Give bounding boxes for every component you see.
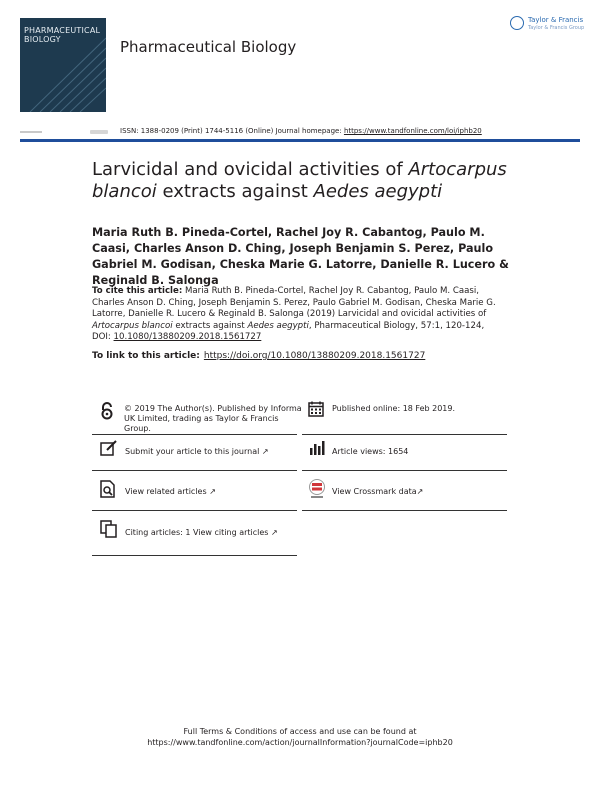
footer-line: Full Terms & Conditions of access and use can be found at bbox=[183, 727, 417, 736]
open-access-icon bbox=[100, 402, 114, 420]
publisher-logo-text: Taylor & Francis bbox=[528, 16, 584, 24]
divider bbox=[302, 434, 507, 435]
related-articles-icon bbox=[100, 480, 116, 498]
published-online-date: Published online: 18 Feb 2019. bbox=[332, 404, 456, 413]
divider bbox=[92, 470, 297, 471]
divider bbox=[302, 510, 507, 511]
footer-terms-url[interactable]: https://www.tandfonline.com/action/journalInformation?journalCode=iphb20 bbox=[147, 738, 453, 747]
publisher-logo-subtext: Taylor & Francis Group bbox=[528, 25, 585, 31]
issn-line bbox=[120, 127, 482, 135]
link-label: To link to this article: bbox=[92, 351, 200, 361]
external-link-icon: ↗ bbox=[271, 528, 278, 537]
link-to-article bbox=[92, 351, 425, 361]
citing-articles-icon bbox=[100, 520, 118, 538]
citation-block: To cite this article: Maria Ruth B. Pineda-Cortel, Rachel Joy R. Cabantog, Paulo M. Caasi, Charles Anson D. Ching, Joseph Benjamin S. Perez, Paulo Gabriel M. Godisan, Cheska Marie G. Latorre, Danielle R. Lucero & Reginald B. Salonga (2019) Larvicidal and ovicidal activities of Artocarpus blancoi extracts against Aedes aegypti, Pharmaceutical Biology, 57:1, 120-124, DOI: 10.1080/13880209.2018.1561727 bbox=[92, 286, 496, 342]
terms-footer bbox=[0, 726, 600, 748]
author-list: Maria Ruth B. Pineda-Cortel, Rachel Joy R. Cabantog, Paulo M. Caasi, Charles Anson D. Ching, Joseph Benjamin S. Perez, Paulo Gabriel M. Godisan, Cheska Marie G. Latorre, Danielle R. Lucero & Reginald B. Salonga bbox=[92, 226, 509, 287]
external-link-icon: ↗ bbox=[209, 487, 216, 496]
publisher-logo-icon bbox=[510, 16, 524, 30]
crossmark-link[interactable]: View Crossmark data↗ bbox=[332, 487, 424, 496]
bar-chart-icon bbox=[308, 440, 326, 456]
submit-article-icon bbox=[100, 440, 118, 456]
journal-homepage-link[interactable]: https://www.tandfonline.com/loi/iphb20 bbox=[343, 127, 482, 135]
issn-text: ISSN: 1388-0209 (Print) 1744-5116 (Online) Journal homepage: bbox=[120, 127, 344, 135]
doi-link[interactable]: 10.1080/13880209.2018.1561727 bbox=[113, 332, 262, 342]
divider bbox=[302, 470, 507, 471]
article-title: Larvicidal and ovicidal activities of Artocarpus blancoi extracts against Aedes aegypti bbox=[92, 159, 507, 202]
open-access-statement: © 2019 The Author(s). Published by Informa UK Limited, trading as Taylor & Francis Group. bbox=[124, 404, 302, 433]
article-doi-url[interactable]: https://doi.org/10.1080/13880209.2018.1561727 bbox=[203, 351, 426, 361]
external-link-icon: ↗ bbox=[261, 447, 269, 456]
article-views: Article views: 1654 bbox=[332, 447, 409, 456]
divider bbox=[92, 510, 297, 511]
divider bbox=[92, 434, 297, 435]
journal-name[interactable]: Pharmaceutical Biology bbox=[120, 38, 297, 56]
crossmark-icon bbox=[308, 479, 326, 499]
taylor-francis-logo[interactable] bbox=[510, 15, 585, 37]
citing-articles-link[interactable]: Citing articles: 1 View citing articles ↗ bbox=[125, 528, 278, 537]
journal-cover-image bbox=[20, 18, 106, 112]
calendar-icon bbox=[308, 401, 324, 417]
header-rule bbox=[20, 139, 580, 142]
decorative-mark bbox=[90, 130, 108, 134]
decorative-mark bbox=[20, 131, 42, 133]
submit-article-link[interactable]: Submit your article to this journal ↗ bbox=[125, 447, 269, 456]
related-articles-link[interactable]: View related articles ↗ bbox=[125, 487, 216, 496]
citation-label: To cite this article: bbox=[92, 286, 183, 296]
external-link-icon: ↗ bbox=[416, 487, 424, 496]
cover-title: PHARMACEUTICAL BIOLOGY bbox=[24, 26, 101, 44]
divider bbox=[92, 555, 297, 556]
